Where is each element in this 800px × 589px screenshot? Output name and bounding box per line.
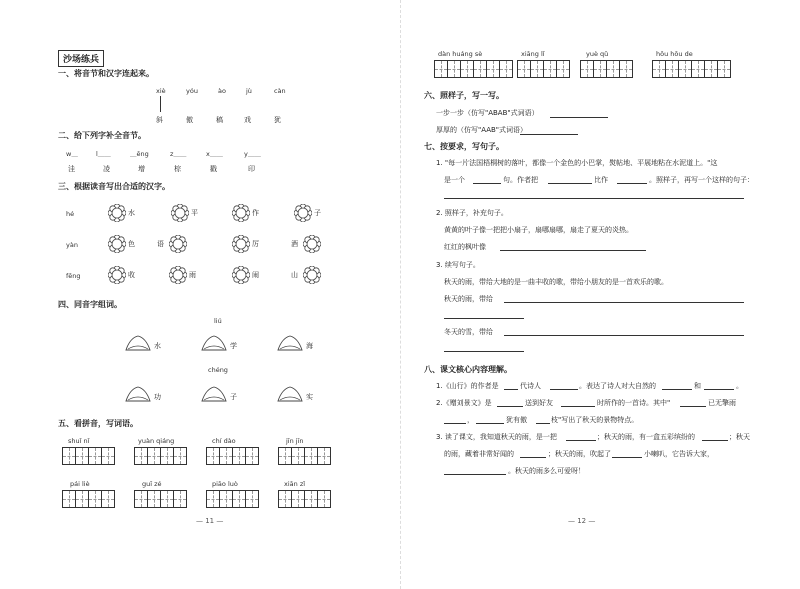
s5-word-pinyin: jīn jīn: [286, 437, 304, 445]
s5-word-pinyin: shuǐ nǐ: [68, 437, 90, 445]
answer-line[interactable]: [504, 302, 744, 303]
answer-line[interactable]: [520, 134, 578, 135]
s3-hint: 雨: [189, 271, 196, 279]
flower-blank-icon[interactable]: [232, 266, 250, 284]
s7-q1: 1. "每一片法国梧桐树的落叶，都像一个金色的小巴掌，熨帖地、平展地粘在水泥道上。"这: [436, 159, 718, 167]
s8-q1-part: 1.《山行》的作者是: [436, 382, 499, 390]
section-2-heading: 二、给下列字补全音节。: [58, 131, 146, 140]
s4-pinyin-2: chéng: [208, 366, 228, 374]
s7-q2-example: 黄黄的叶子像一把把小扇子，扇哪扇哪，扇走了夏天的炎热。: [444, 226, 633, 234]
s1-char: 傲: [186, 116, 193, 124]
answer-line[interactable]: [617, 183, 647, 184]
answer-line[interactable]: [504, 389, 518, 390]
s3-hint: 收: [128, 271, 135, 279]
flower-blank-icon[interactable]: [303, 235, 321, 253]
answer-line[interactable]: [704, 389, 734, 390]
s7-q3-prompt: 冬天的雪，带给: [444, 328, 493, 336]
page-divider: [400, 0, 401, 589]
s4-hint: 海: [306, 342, 313, 350]
s3-hint: 水: [128, 209, 135, 217]
section-7-heading: 七、按要求，写句子。: [424, 142, 504, 151]
s5-writing-grid[interactable]: [206, 490, 259, 508]
answer-line[interactable]: [444, 474, 506, 475]
s3-hint: 色: [128, 240, 135, 248]
s8-q2-part: 2.《赠刘景文》是: [436, 399, 492, 407]
flower-blank-icon[interactable]: [108, 235, 126, 253]
s5-writing-grid[interactable]: [206, 447, 259, 465]
s7-q1-part: 比作: [594, 176, 608, 184]
s7-q1-part: 句。作者把: [503, 176, 538, 184]
s4-hint: 学: [230, 342, 237, 350]
answer-line[interactable]: [702, 440, 728, 441]
page-number: — 11 —: [196, 517, 224, 525]
s8-q2-part: 犹有傲: [506, 416, 527, 424]
answer-line[interactable]: [476, 423, 504, 424]
practice-box-title: 沙场练兵: [58, 50, 104, 67]
s7-q1-part: 是一个: [444, 176, 465, 184]
top-writing-grid[interactable]: [580, 60, 633, 78]
s7-q3-prompt: 秋天的雨，带给: [444, 295, 493, 303]
leaf-blank-icon[interactable]: [124, 334, 152, 352]
s5-word-pinyin: piāo luò: [212, 480, 238, 488]
s1-pinyin: ào: [218, 87, 226, 95]
answer-line[interactable]: [520, 457, 546, 458]
answer-line[interactable]: [473, 183, 501, 184]
s1-char: 斜: [156, 116, 163, 124]
s8-q2-part: 已无擎雨: [708, 399, 736, 407]
s4-hint: 实: [306, 393, 313, 401]
s5-writing-grid[interactable]: [278, 447, 331, 465]
flower-blank-icon[interactable]: [294, 204, 312, 222]
answer-line[interactable]: [444, 351, 524, 352]
s3-hint: 作: [252, 209, 259, 217]
answer-line[interactable]: [444, 423, 466, 424]
answer-line[interactable]: [550, 389, 578, 390]
answer-line[interactable]: [612, 457, 642, 458]
answer-line[interactable]: [444, 198, 744, 199]
s5-writing-grid[interactable]: [278, 490, 331, 508]
s5-word-pinyin: chí dào: [212, 437, 236, 445]
answer-line[interactable]: [566, 440, 596, 441]
s7-q3: 3. 续写句子。: [436, 261, 480, 269]
s4-hint: 水: [154, 342, 161, 350]
answer-line[interactable]: [662, 389, 692, 390]
leaf-blank-icon[interactable]: [276, 334, 304, 352]
s1-pinyin: jù: [246, 87, 252, 95]
section-5-heading: 五、看拼音，写词语。: [58, 419, 138, 428]
s6-line-1: 一步一步（仿写"ABAB"式词语）: [436, 109, 539, 117]
s2-prompt: ＿ēng: [130, 150, 149, 158]
s5-writing-grid[interactable]: [134, 490, 187, 508]
s2-char: 增: [138, 165, 145, 173]
s4-hint: 功: [154, 393, 161, 401]
answer-line[interactable]: [504, 335, 744, 336]
s8-q1-part: 代诗人: [520, 382, 541, 390]
s2-char: 印: [248, 165, 255, 173]
s2-prompt: l＿＿: [96, 150, 111, 158]
s7-q1-part: 。照样子，再写一个这样的句子：: [649, 176, 754, 184]
answer-line[interactable]: [444, 318, 524, 319]
answer-line[interactable]: [561, 406, 595, 407]
s1-pinyin: xiè: [156, 87, 166, 95]
s5-writing-grid[interactable]: [62, 490, 115, 508]
s8-q3-part: 小喇叭，它告诉大家，: [644, 450, 714, 458]
flower-blank-icon[interactable]: [232, 235, 250, 253]
s5-word-pinyin: xiān zǐ: [284, 480, 306, 488]
s5-writing-grid[interactable]: [134, 447, 187, 465]
top-writing-grid[interactable]: [652, 60, 731, 78]
answer-line[interactable]: [497, 406, 523, 407]
s5-word-pinyin: pái liè: [70, 480, 90, 488]
s5-word-pinyin: guī zé: [142, 480, 162, 488]
answer-line[interactable]: [550, 117, 608, 118]
leaf-blank-icon[interactable]: [276, 385, 304, 403]
s3-pinyin: fēng: [66, 272, 81, 280]
s3-pinyin: hé: [66, 210, 75, 218]
s8-q3-part: ；秋天的雨，吹起了: [548, 450, 611, 458]
s5-writing-grid[interactable]: [62, 447, 115, 465]
s3-hint: 酒: [291, 240, 298, 248]
flower-blank-icon[interactable]: [108, 204, 126, 222]
s8-q1-part: 。: [736, 382, 743, 390]
leaf-blank-icon[interactable]: [200, 334, 228, 352]
s3-hint: 厉: [252, 240, 259, 248]
flower-blank-icon[interactable]: [303, 266, 321, 284]
s5-word-pinyin: yuàn qiáng: [138, 437, 175, 445]
s3-pinyin: yàn: [66, 241, 78, 249]
flower-blank-icon[interactable]: [232, 204, 250, 222]
s3-hint: 山: [291, 271, 298, 279]
flower-blank-icon[interactable]: [108, 266, 126, 284]
section-1-heading: 一、将音节和汉字连起来。: [58, 69, 154, 78]
top-word-pinyin: dàn huáng sè: [438, 50, 483, 58]
answer-line[interactable]: [536, 423, 550, 424]
s2-prompt: z＿＿: [170, 150, 187, 158]
section-8-heading: 八、课文核心内容理解。: [424, 365, 512, 374]
answer-line[interactable]: [548, 183, 592, 184]
s2-char: 戳: [210, 165, 217, 173]
s8-q3-part: 。秋天的雨多么可爱呀！: [508, 467, 585, 475]
s3-hint: 子: [314, 209, 321, 217]
top-writing-grid[interactable]: [517, 60, 570, 78]
s2-char: 棕: [174, 165, 181, 173]
section-6-heading: 六、照样子，写一写。: [424, 91, 504, 100]
s2-prompt: w＿: [66, 150, 78, 158]
flower-blank-icon[interactable]: [169, 266, 187, 284]
flower-blank-icon[interactable]: [171, 204, 189, 222]
flower-blank-icon[interactable]: [169, 235, 187, 253]
s1-char: 稿: [216, 116, 223, 124]
answer-line[interactable]: [500, 250, 646, 251]
s8-q2-part: 枝"写出了秋天的景物特点。: [551, 416, 639, 424]
section-3-heading: 三、根据读音写出合适的汉字。: [58, 182, 170, 191]
s2-prompt: x＿＿: [206, 150, 223, 158]
s8-q2-part: ，: [467, 416, 474, 424]
s6-line-2: 厚厚的（仿写"AAB"式词语）: [436, 126, 528, 134]
s1-pinyin: càn: [274, 87, 286, 95]
page-number: — 12 —: [568, 517, 596, 525]
top-word-pinyin: yuè qǔ: [586, 50, 609, 58]
s7-q3-example: 秋天的雨，带给大地的是一曲丰收的歌，带给小朋友的是一首欢乐的歌。: [444, 278, 668, 286]
s8-q2-part: 送到好友: [525, 399, 553, 407]
s8-q1-part: 和: [694, 382, 701, 390]
s8-q3-part: 的雨，藏着非常好闻的: [444, 450, 514, 458]
s8-q3-part: ；秋天: [729, 433, 750, 441]
s4-hint: 子: [230, 393, 237, 401]
s8-q1-part: 。表达了诗人对大自然的: [579, 382, 656, 390]
s3-hint: 语: [157, 240, 164, 248]
answer-line[interactable]: [680, 406, 706, 407]
s3-hint: 闹: [252, 271, 259, 279]
s8-q3-part: 3. 读了课文，我知道秋天的雨，是一把: [436, 433, 557, 441]
s7-q2-prompt: 红红的枫叶像: [444, 243, 486, 251]
s2-prompt: y＿＿: [244, 150, 261, 158]
s2-char: 凌: [103, 165, 110, 173]
example-connect-line: [160, 96, 161, 112]
s2-char: 洼: [68, 165, 75, 173]
s8-q2-part: 时所作的一首诗。其中": [597, 399, 671, 407]
top-word-pinyin: xiāng lǐ: [521, 50, 545, 58]
top-writing-grid[interactable]: [434, 60, 513, 78]
s8-q3-part: ；秋天的雨，有一盒五彩缤纷的: [597, 433, 695, 441]
s4-pinyin-1: liú: [214, 317, 222, 325]
s7-q2: 2. 照样子，补充句子。: [436, 209, 508, 217]
s1-char: 犹: [274, 116, 281, 124]
s1-char: 戏: [244, 116, 251, 124]
s3-hint: 平: [191, 209, 198, 217]
section-4-heading: 四、同音字组词。: [58, 300, 122, 309]
leaf-blank-icon[interactable]: [200, 385, 228, 403]
top-word-pinyin: hōu hōu de: [656, 50, 693, 58]
s1-pinyin: yóu: [186, 87, 198, 95]
leaf-blank-icon[interactable]: [124, 385, 152, 403]
